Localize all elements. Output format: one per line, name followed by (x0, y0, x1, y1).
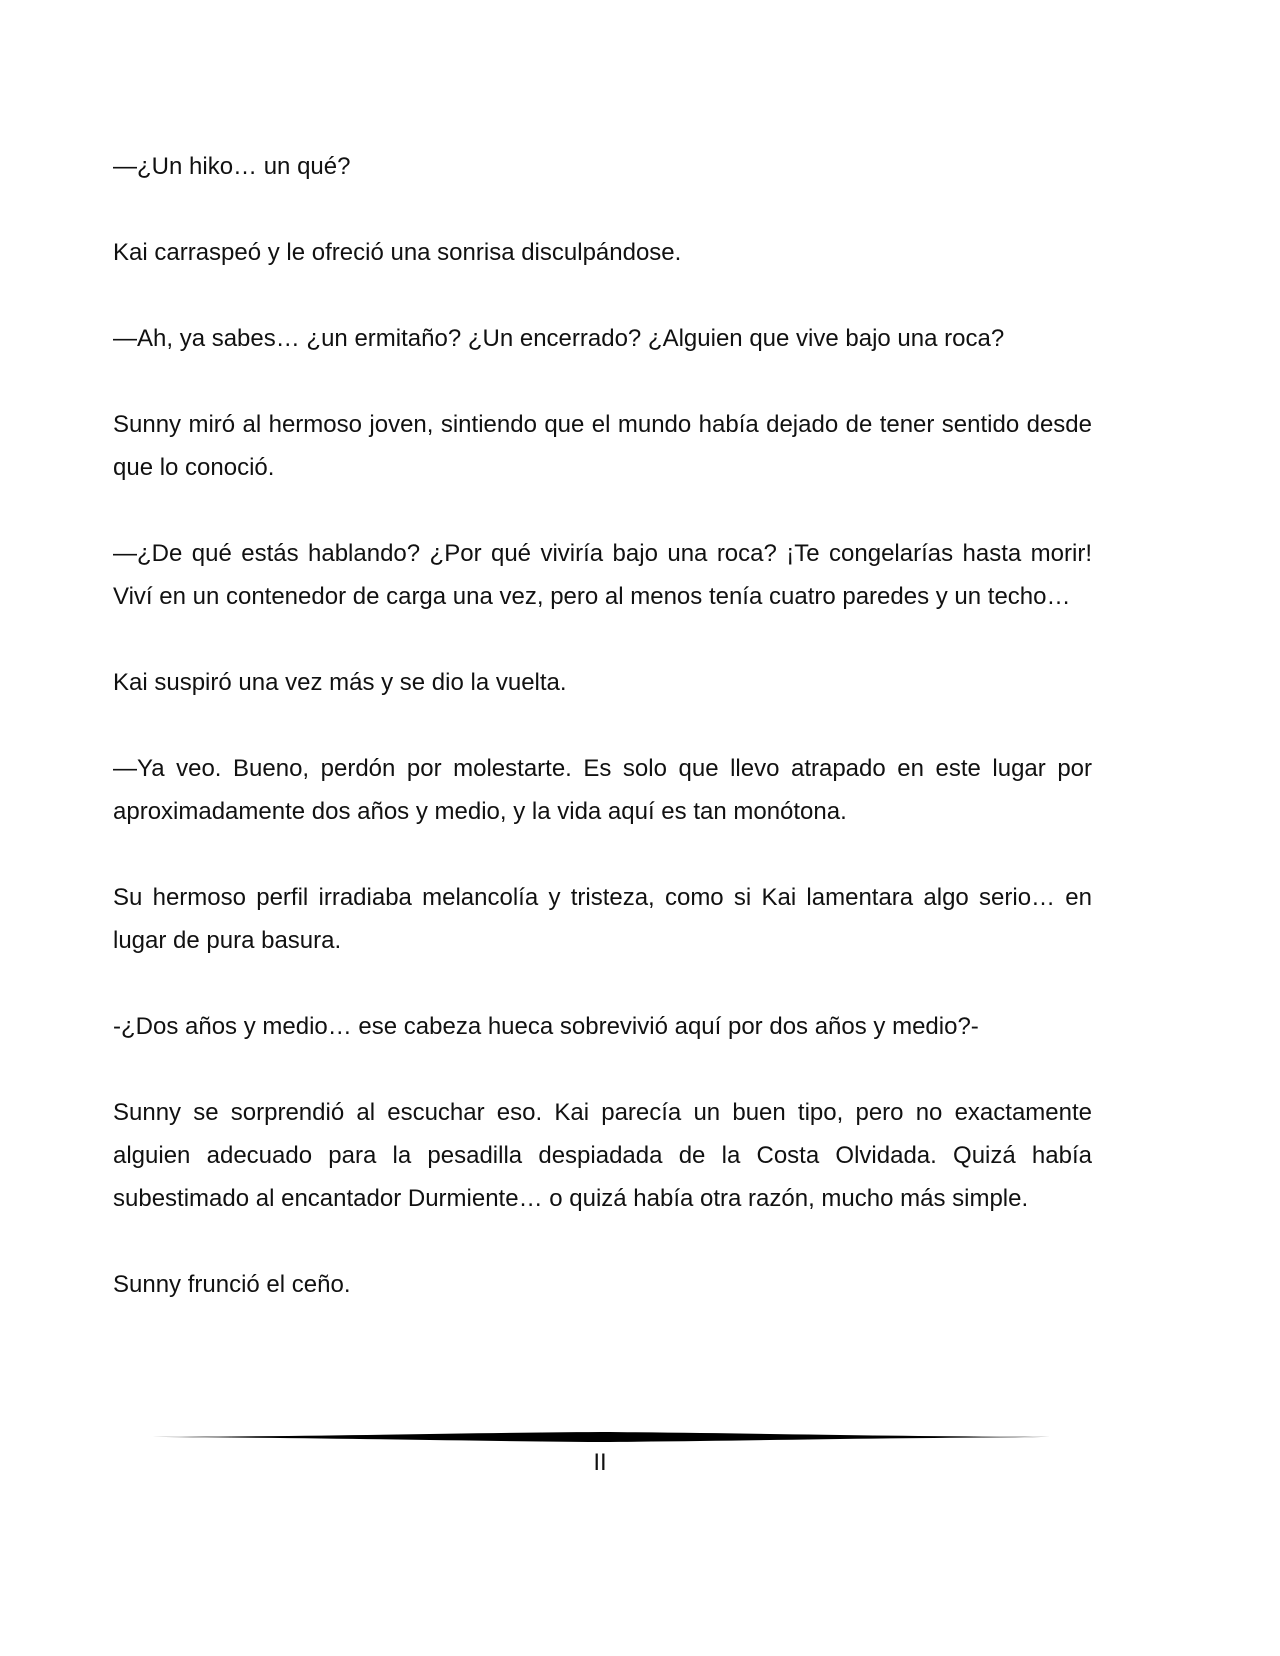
page-number: II (593, 1449, 607, 1476)
paragraph: —¿Un hiko… un qué? (113, 153, 351, 180)
paragraph: Kai suspiró una vez más y se dio la vuelta. (113, 669, 567, 696)
paragraph: —Ah, ya sabes… ¿un ermitaño? ¿Un encerrado? ¿Alguien que vive bajo una roca? (113, 325, 1005, 352)
paragraph: Kai carraspeó y le ofreció una sonrisa disculpándose. (113, 239, 682, 266)
paragraph: Su hermoso perfil irradiaba melancolía y tristeza, como si Kai lamentara algo serio… en lugar de pura basura. (113, 884, 1092, 954)
paragraph: Sunny se sorprendió al escuchar eso. Kai parecía un buen tipo, pero no exactamente alguien adecuado para la pesadilla despiadada de la Costa Olvidada. Quizá había subestimado al encantador Durmiente… o quizá había otra razón, mucho más simple. (113, 1099, 1092, 1212)
paragraph: —¿De qué estás hablando? ¿Por qué viviría bajo una roca? ¡Te congelarías hasta morir! Viví en un contenedor de carga una vez, pero al menos tenía cuatro paredes y un techo… (113, 540, 1092, 610)
paragraph: -¿Dos años y medio… ese cabeza hueca sobrevivió aquí por dos años y medio?- (113, 1013, 979, 1040)
paragraph: —Ya veo. Bueno, perdón por molestarte. Es solo que llevo atrapado en este lugar por aproximadamente dos años y medio, y la vida aquí es tan monótona. (113, 755, 1092, 825)
footer-divider (152, 1431, 1050, 1443)
page-body (113, 145, 1092, 1306)
paragraph: Sunny frunció el ceño. (113, 1271, 351, 1298)
paragraph: Sunny miró al hermoso joven, sintiendo que el mundo había dejado de tener sentido desde que lo conoció. (113, 411, 1092, 481)
